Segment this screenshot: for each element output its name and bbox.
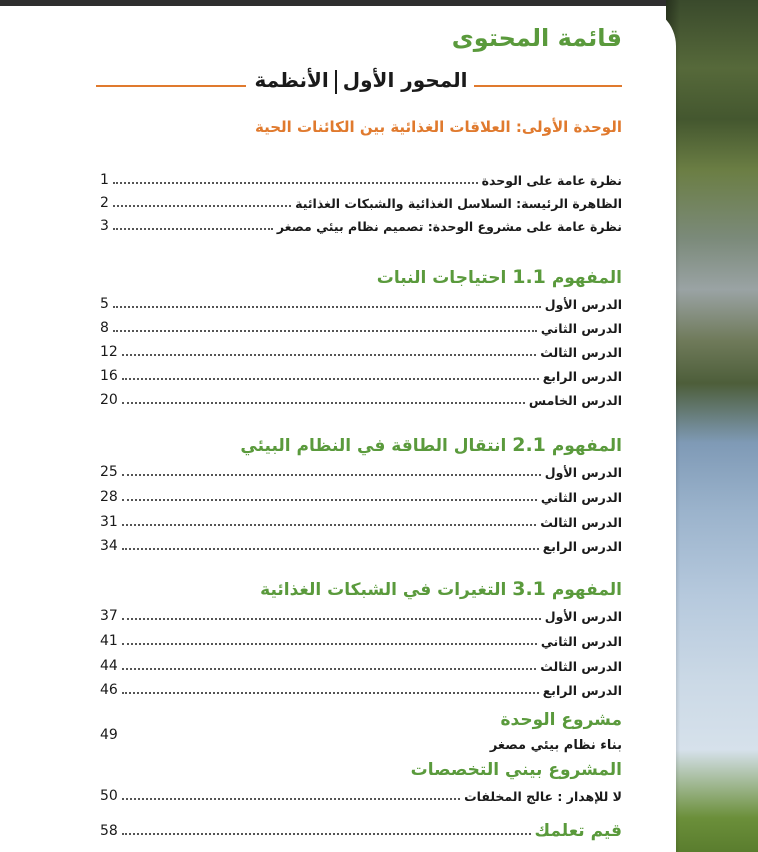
dot-leader: [122, 354, 536, 356]
toc-entry-page: 28: [100, 489, 118, 505]
dot-leader: [122, 402, 525, 404]
toc-entry-label: الظاهرة الرئيسة: السلاسل الغذائية والشبكات الغذائية: [295, 195, 622, 211]
toc-entry[interactable]: [100, 606, 622, 626]
axis-line-left: [96, 85, 246, 87]
toc-entry-page: 2: [100, 195, 109, 211]
toc-entry-label: نظرة عامة على مشروع الوحدة: تصميم نظام بيئي مصغر: [276, 218, 622, 234]
toc-entry[interactable]: [100, 656, 622, 676]
toc-entry-label: الدرس الثالث: [540, 514, 622, 530]
toc-entry[interactable]: [100, 170, 622, 190]
toc-entry-page: 46: [100, 682, 118, 698]
unit-project-heading: مشروع الوحدة: [500, 710, 622, 730]
toc-entry[interactable]: [100, 216, 622, 236]
page-title: قائمة المحتوى: [451, 24, 622, 52]
toc-entry-page: 58: [100, 823, 118, 839]
toc-entry-page: 8: [100, 320, 109, 336]
axis-right-label: المحور الأول: [342, 68, 468, 92]
dot-leader: [122, 474, 541, 476]
concept-number: 2.1: [512, 434, 546, 456]
toc-entry-page: 12: [100, 344, 118, 360]
unit-project-subtitle[interactable]: بناء نظام بيئي مصغر: [489, 738, 622, 753]
toc-entry[interactable]: [100, 462, 622, 482]
toc-entry-label: الدرس الثالث: [540, 658, 622, 674]
toc-entry[interactable]: [100, 294, 622, 314]
toc-entry[interactable]: [100, 820, 622, 842]
toc-entry[interactable]: [100, 631, 622, 651]
concept-title: احتياجات النبات: [376, 268, 507, 288]
toc-entry-label: الدرس الرابع: [542, 682, 622, 698]
toc-entry-label: الدرس الثاني: [540, 320, 622, 336]
toc-entry[interactable]: [100, 390, 622, 410]
axis-line-right: [474, 85, 622, 87]
dot-leader: [113, 205, 291, 207]
dot-leader: [122, 833, 531, 835]
concept-prefix: المفهوم: [551, 268, 622, 288]
dot-leader: [122, 692, 539, 694]
axis-left-label: الأنظمة: [254, 68, 329, 92]
toc-entry[interactable]: [100, 786, 622, 806]
toc-entry[interactable]: [100, 342, 622, 362]
dot-leader: [122, 378, 539, 380]
dot-leader: [113, 330, 537, 332]
toc-entry-page: 16: [100, 368, 118, 384]
toc-entry-page: 34: [100, 538, 118, 554]
dot-leader: [122, 548, 539, 550]
toc-entry-page: 50: [100, 788, 118, 804]
toc-entry[interactable]: [100, 318, 622, 338]
toc-entry-label: الدرس الثالث: [540, 344, 622, 360]
toc-entry-page: 5: [100, 296, 109, 312]
toc-entry-page: 41: [100, 633, 118, 649]
inter-project-heading: المشروع بيني التخصصات: [410, 760, 622, 780]
dot-leader: [113, 182, 478, 184]
toc-entry-label: لا للإهدار : عالج المخلفات: [464, 788, 622, 804]
toc-entry[interactable]: [100, 536, 622, 556]
toc-entry-label: الدرس الثاني: [540, 633, 622, 649]
concept-prefix: المفهوم: [551, 580, 622, 600]
toc-entry[interactable]: [100, 366, 622, 386]
concept-heading: [100, 266, 622, 288]
toc-entry-page: 1: [100, 172, 109, 188]
dot-leader: [122, 798, 460, 800]
unit-title: الوحدة الأولى: العلاقات الغذائية بين الكائنات الحية: [255, 118, 622, 136]
axis-title: [251, 68, 471, 94]
toc-entry-label: الدرس الأول: [544, 464, 622, 480]
concept-heading: [100, 578, 622, 600]
toc-entry[interactable]: [100, 193, 622, 213]
dot-leader: [122, 668, 536, 670]
dot-leader: [122, 499, 537, 501]
toc-entry-label: الدرس الأول: [544, 296, 622, 312]
concept-heading: [100, 434, 622, 456]
axis-heading: [96, 68, 622, 104]
toc-entry-label: قيم تعلمك: [534, 821, 622, 841]
toc-entry-page: 44: [100, 658, 118, 674]
toc-entry-label: الدرس الرابع: [542, 538, 622, 554]
cover-photo-strip: [666, 0, 758, 852]
toc-entry-page: 25: [100, 464, 118, 480]
concept-prefix: المفهوم: [551, 436, 622, 456]
dot-leader: [122, 524, 536, 526]
toc-entry-page: 37: [100, 608, 118, 624]
toc-entry-label: الدرس الأول: [544, 608, 622, 624]
toc-entry-label: الدرس الرابع: [542, 368, 622, 384]
toc-entry-label: الدرس الثاني: [540, 489, 622, 505]
concept-number: 1.1: [512, 266, 546, 288]
toc-entry-label: نظرة عامة على الوحدة: [481, 172, 622, 188]
concept-title: انتقال الطاقة في النظام البيئي: [240, 436, 507, 456]
toc-entry[interactable]: [100, 512, 622, 532]
toc-entry-label: الدرس الخامس: [528, 392, 622, 408]
dot-leader: [122, 618, 541, 620]
dot-leader: [113, 228, 273, 230]
unit-project-page: 49: [100, 727, 118, 743]
toc-entry-page: 20: [100, 392, 118, 408]
dot-leader: [113, 306, 541, 308]
concept-number: 3.1: [512, 578, 546, 600]
concept-title: التغيرات في الشبكات الغذائية: [260, 580, 507, 600]
toc-entry[interactable]: [100, 680, 622, 700]
dot-leader: [122, 643, 537, 645]
toc-entry[interactable]: [100, 487, 622, 507]
toc-entry-page: 31: [100, 514, 118, 530]
toc-entry-page: 3: [100, 218, 109, 234]
axis-separator: [335, 70, 337, 94]
